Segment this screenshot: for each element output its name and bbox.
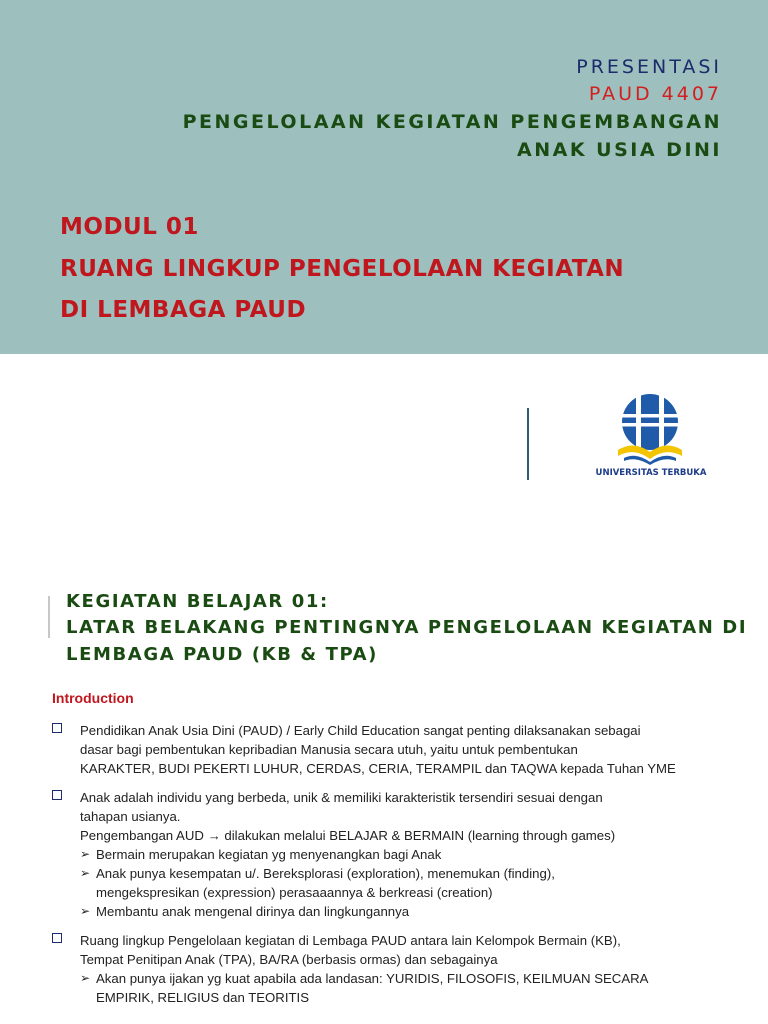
sub-bullet-text: mengekspresikan (expression) perasaaannya & berkreasi (creation)	[96, 885, 493, 900]
module-title-line2: DI LEMBAGA PAUD	[60, 297, 307, 323]
square-bullet-icon	[52, 790, 62, 800]
introduction-heading: Introduction	[52, 690, 134, 706]
bullet-text: Anak adalah individu yang berbeda, unik & memiliki karakteristik tersendiri sesuai dengan	[80, 790, 603, 805]
square-bullet-icon	[52, 723, 62, 733]
sub-bullet-continuation	[96, 988, 752, 1007]
sub-bullet-text: Bermain merupakan kegiatan yg menyenangkan bagi Anak	[96, 847, 442, 862]
bullet-text: Pendidikan Anak Usia Dini (PAUD) / Early Child Education sangat penting dilaksanakan sebagai	[80, 723, 641, 738]
university-name: UNIVERSITAS TERBUKA	[595, 468, 707, 478]
module-number: MODUL 01	[60, 214, 199, 240]
sub-bullet-item	[80, 864, 752, 883]
bullet-text: tahapan usianya.	[80, 809, 181, 824]
bullet-text: KARAKTER, BUDI PEKERTI LUHUR, CERDAS, CERIA, TERAMPIL dan TAQWA kepada Tuhan YME	[80, 761, 676, 776]
course-title-line2: ANAK USIA DINI	[517, 139, 722, 161]
bullet-text: Ruang lingkup Pengelolaan kegiatan di Lembaga PAUD antara lain Kelompok Bermain (KB),	[80, 933, 621, 948]
presentation-label: PRESENTASI	[576, 56, 722, 78]
logo-divider	[527, 408, 529, 480]
arrow-bullet-icon: ➢	[80, 866, 91, 880]
sub-bullet-item	[80, 902, 752, 921]
lesson-label: KEGIATAN BELAJAR 01:	[66, 591, 329, 612]
lesson-title-line1: LATAR BELAKANG PENTINGNYA PENGELOLAAN KEGIATAN DI	[66, 617, 748, 638]
sub-bullet-item	[80, 845, 752, 864]
square-bullet-icon	[52, 933, 62, 943]
bullet-text: dasar bagi pembentukan kepribadian Manusia secara utuh, yaitu untuk pembentukan	[80, 742, 578, 757]
bullet-text: Tempat Penitipan Anak (TPA), BA/RA (berbasis ormas) dan sebagainya	[80, 952, 498, 967]
module-title-line1: RUANG LINGKUP PENGELOLAAN KEGIATAN	[60, 256, 625, 282]
sub-bullet-text: EMPIRIK, RELIGIUS dan TEORITIS	[96, 990, 310, 1005]
sub-bullet-text: Membantu anak mengenal dirinya dan lingkungannya	[96, 904, 410, 919]
sub-bullet-text: Anak punya kesempatan u/. Bereksplorasi (exploration), menemukan (finding),	[96, 866, 555, 881]
arrow-bullet-icon: ➢	[80, 847, 91, 861]
arrow-bullet-icon: ➢	[80, 971, 91, 985]
bullet-text: Pengembangan AUD → dilakukan melalui BELAJAR & BERMAIN (learning through games)	[80, 828, 616, 843]
bullet-item	[52, 721, 752, 778]
sub-bullet-item	[80, 969, 752, 988]
universitas-terbuka-logo-icon	[614, 392, 686, 468]
course-code: PAUD 4407	[588, 83, 722, 105]
bullet-item	[52, 788, 752, 921]
lesson-title-line2: LEMBAGA PAUD (KB & TPA)	[66, 644, 378, 665]
section-divider	[48, 596, 50, 638]
sub-bullet-continuation	[96, 883, 752, 902]
sub-bullet-text: Akan punya ijakan yg kuat apabila ada landasan: YURIDIS, FILOSOFIS, KEILMUAN SECARA	[96, 971, 649, 986]
bullet-item	[52, 931, 752, 1007]
course-title-line1: PENGELOLAAN KEGIATAN PENGEMBANGAN	[182, 111, 722, 133]
arrow-bullet-icon: ➢	[80, 904, 91, 918]
